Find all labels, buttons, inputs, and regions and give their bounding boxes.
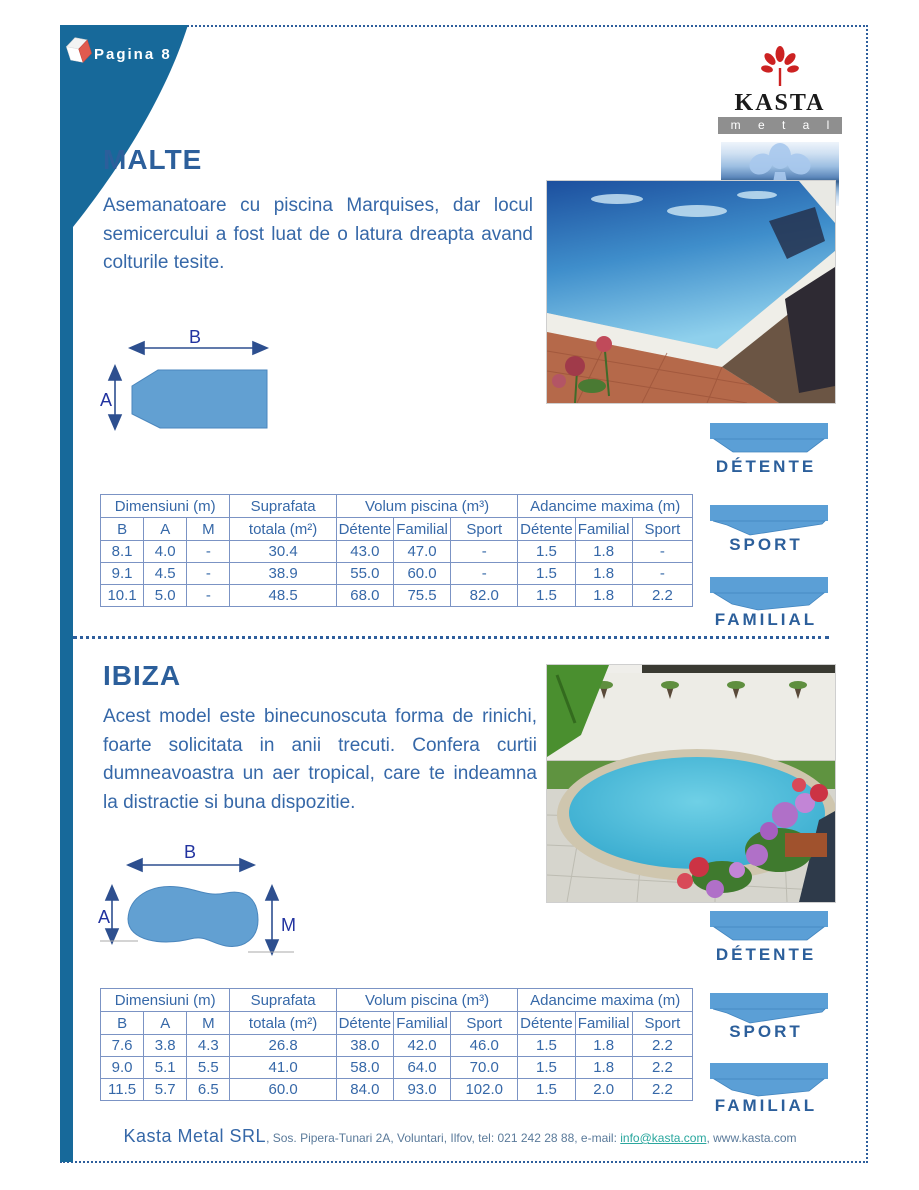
table-cell: 4.5 bbox=[144, 563, 187, 585]
ibiza-shape-diagram bbox=[98, 841, 313, 971]
table-cell: 10.1 bbox=[101, 585, 144, 607]
table-cell: 2.0 bbox=[575, 1079, 632, 1101]
table-cell: 48.5 bbox=[230, 585, 336, 607]
table-cell: 30.4 bbox=[230, 541, 336, 563]
table-sub-header: A bbox=[144, 518, 187, 541]
table-cell: 9.0 bbox=[101, 1057, 144, 1079]
malte-height-label: A bbox=[100, 390, 113, 410]
malte-shape-diagram bbox=[98, 326, 303, 448]
table-sub-header: Sport bbox=[632, 1012, 692, 1035]
table-cell: 1.5 bbox=[518, 1057, 575, 1079]
table-group-header: Adancime maxima (m) bbox=[518, 989, 693, 1012]
table-cell: 1.8 bbox=[575, 585, 632, 607]
table-cell: 42.0 bbox=[393, 1035, 450, 1057]
detente-label: DÉTENTE bbox=[715, 945, 817, 964]
table-cell: 2.2 bbox=[632, 585, 692, 607]
table-sub-header: Familial bbox=[575, 518, 632, 541]
table-sub-header: totala (m²) bbox=[230, 518, 336, 541]
table-cell: 9.1 bbox=[101, 563, 144, 585]
section-separator-dotted-line bbox=[73, 636, 829, 639]
table-cell: - bbox=[187, 585, 230, 607]
table-row bbox=[101, 541, 693, 563]
table-cell: 1.5 bbox=[518, 1035, 575, 1057]
table-cell: 1.8 bbox=[575, 541, 632, 563]
table-sub-header: Familial bbox=[575, 1012, 632, 1035]
table-sub-header: Sport bbox=[632, 518, 692, 541]
table-cell: 60.0 bbox=[393, 563, 450, 585]
table-sub-header: Détente bbox=[518, 1012, 575, 1035]
table-cell: 2.2 bbox=[632, 1057, 692, 1079]
table-row bbox=[101, 1079, 693, 1101]
table-cell: 5.0 bbox=[144, 585, 187, 607]
table-sub-header: B bbox=[101, 518, 144, 541]
ibiza-depth-label: M bbox=[281, 915, 296, 935]
table-cell: 11.5 bbox=[101, 1079, 144, 1101]
table-group-header: Dimensiuni (m) bbox=[101, 495, 230, 518]
table-cell: 64.0 bbox=[393, 1057, 450, 1079]
footer-email-link[interactable]: info@kasta.com bbox=[620, 1131, 707, 1145]
table-cell: 1.5 bbox=[518, 541, 575, 563]
brand-subname: m e t a l bbox=[718, 117, 843, 134]
table-cell: 1.8 bbox=[575, 1057, 632, 1079]
table-group-header: Volum piscina (m³) bbox=[336, 989, 518, 1012]
table-cell: 68.0 bbox=[336, 585, 393, 607]
table-sub-header: B bbox=[101, 1012, 144, 1035]
table-cell: 43.0 bbox=[336, 541, 393, 563]
table-cell: 26.8 bbox=[230, 1035, 336, 1057]
table-cell: 2.2 bbox=[632, 1035, 692, 1057]
table-sub-header: Sport bbox=[451, 518, 518, 541]
table-sub-header: totala (m²) bbox=[230, 1012, 336, 1035]
table-cell: 5.7 bbox=[144, 1079, 187, 1101]
table-sub-header: Familial bbox=[393, 518, 450, 541]
table-cell: 47.0 bbox=[393, 541, 450, 563]
malte-width-label: B bbox=[188, 327, 202, 347]
table-cell: 3.8 bbox=[144, 1035, 187, 1057]
malte-pool-shape bbox=[132, 370, 267, 428]
table-row bbox=[101, 1057, 693, 1079]
ibiza-pool-photo bbox=[546, 664, 836, 903]
table-cell: 4.3 bbox=[187, 1035, 230, 1057]
table-group-header: Suprafata bbox=[230, 495, 336, 518]
sport-label: SPORT bbox=[729, 535, 803, 554]
table-cell: 93.0 bbox=[393, 1079, 450, 1101]
table-cell: - bbox=[187, 563, 230, 585]
ibiza-section-title: IBIZA bbox=[103, 660, 182, 691]
table-row bbox=[101, 1035, 693, 1057]
table-cell: 60.0 bbox=[230, 1079, 336, 1101]
table-cell: 55.0 bbox=[336, 563, 393, 585]
table-group-header: Volum piscina (m³) bbox=[336, 495, 518, 518]
detente-label: DÉTENTE bbox=[715, 457, 817, 476]
table-cell: - bbox=[632, 563, 692, 585]
table-sub-header: Détente bbox=[336, 1012, 393, 1035]
table-cell: 4.0 bbox=[144, 541, 187, 563]
frame-bottom-dotted-line bbox=[60, 1161, 868, 1163]
table-cell: 1.8 bbox=[575, 563, 632, 585]
table-cell: 38.0 bbox=[336, 1035, 393, 1057]
table-cell: 8.1 bbox=[101, 541, 144, 563]
footer-address: , Sos. Pipera-Tunari 2A, Voluntari, Ilfov, tel: 021 242 28 88, e-mail: bbox=[266, 1131, 621, 1145]
table-row bbox=[101, 563, 693, 585]
table-cell: - bbox=[451, 541, 518, 563]
table-cell: 102.0 bbox=[451, 1079, 518, 1101]
table-row bbox=[101, 585, 693, 607]
table-cell: 82.0 bbox=[451, 585, 518, 607]
footer-website: , www.kasta.com bbox=[706, 1131, 797, 1145]
table-sub-header: A bbox=[144, 1012, 187, 1035]
ibiza-height-label: A bbox=[98, 907, 111, 927]
table-sub-header: M bbox=[187, 518, 230, 541]
brand-name: KASTA bbox=[734, 90, 826, 116]
table-cell: 75.5 bbox=[393, 585, 450, 607]
table-group-header: Adancime maxima (m) bbox=[518, 495, 693, 518]
table-cell: - bbox=[187, 541, 230, 563]
table-cell: 1.8 bbox=[575, 1035, 632, 1057]
footer-company-name: Kasta Metal SRL bbox=[123, 1126, 267, 1146]
detente-profile-icon bbox=[710, 423, 828, 459]
ibiza-description: Acest model este binecunoscuta forma de rinichi, foarte solicitata in anii trecuti. Confera curtii dumneavoastra un aer tropical, care te indeamna la distractie si buna dispozitie. bbox=[103, 706, 537, 813]
table-cell: 38.9 bbox=[230, 563, 336, 585]
malte-dimensions-table bbox=[100, 494, 693, 607]
frame-right-dotted-line bbox=[866, 25, 868, 1163]
malte-pool-photo bbox=[546, 180, 836, 404]
detente-profile-icon bbox=[710, 911, 828, 947]
table-sub-header: Sport bbox=[451, 1012, 518, 1035]
table-group-header: Suprafata bbox=[230, 989, 336, 1012]
ibiza-pool-shape bbox=[128, 887, 258, 947]
table-cell: 41.0 bbox=[230, 1057, 336, 1079]
table-cell: 6.5 bbox=[187, 1079, 230, 1101]
table-cell: 7.6 bbox=[101, 1035, 144, 1057]
ibiza-dimensions-table bbox=[100, 988, 693, 1101]
familial-label: FAMILIAL bbox=[714, 610, 818, 629]
familial-label: FAMILIAL bbox=[714, 1096, 818, 1115]
table-cell: 84.0 bbox=[336, 1079, 393, 1101]
table-sub-header: M bbox=[187, 1012, 230, 1035]
malte-description: Asemanatoare cu piscina Marquises, dar locul semicercului a fost luat de o latura dreapta avand colturile tesite. bbox=[103, 195, 533, 273]
footer bbox=[90, 1126, 830, 1147]
sport-label: SPORT bbox=[729, 1022, 803, 1041]
table-cell: - bbox=[632, 541, 692, 563]
table-sub-header: Familial bbox=[393, 1012, 450, 1035]
table-cell: 5.5 bbox=[187, 1057, 230, 1079]
table-cell: 5.1 bbox=[144, 1057, 187, 1079]
page-cube-icon bbox=[64, 34, 94, 66]
table-sub-header: Détente bbox=[518, 518, 575, 541]
table-cell: 70.0 bbox=[451, 1057, 518, 1079]
brand-flower-icon bbox=[758, 46, 802, 86]
page-number-label: Pagina 8 bbox=[94, 46, 172, 63]
malte-section-title: MALTE bbox=[103, 144, 203, 175]
table-cell: 1.5 bbox=[518, 1079, 575, 1101]
table-cell: - bbox=[451, 563, 518, 585]
table-cell: 2.2 bbox=[632, 1079, 692, 1101]
table-cell: 1.5 bbox=[518, 563, 575, 585]
table-cell: 58.0 bbox=[336, 1057, 393, 1079]
table-sub-header: Détente bbox=[336, 518, 393, 541]
table-cell: 1.5 bbox=[518, 585, 575, 607]
table-group-header: Dimensiuni (m) bbox=[101, 989, 230, 1012]
table-cell: 46.0 bbox=[451, 1035, 518, 1057]
ibiza-width-label: B bbox=[183, 842, 197, 862]
